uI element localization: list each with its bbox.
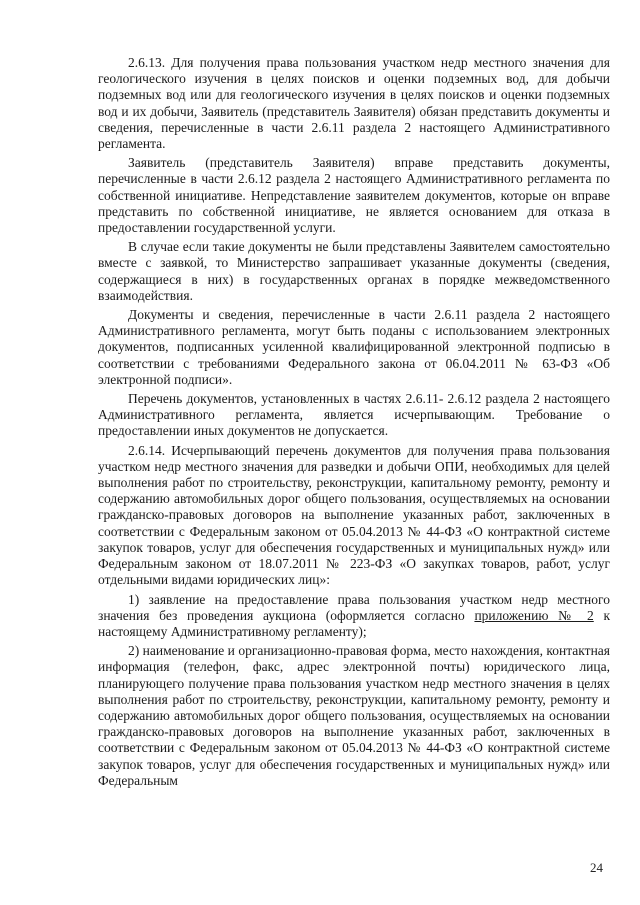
appendix-2-link[interactable]: приложению № 2 <box>474 607 594 623</box>
list-item-1 <box>98 592 610 641</box>
paragraph-ministry-request: В случае если такие документы не были представлены Заявителем самостоятельно вместе с заявкой, то Министерство запрашивает указанные документы (сведения, содержащиеся в них) в государственных органах в порядке межведомственного взаимодействия. <box>98 239 610 303</box>
list-item-2: 2) наименование и организационно-правовая форма, место нахождения, контактная информация (телефон, факс, адрес электронной почты) юридического лица, планирующего получение права пользования участком недр местного значения в целях выполнения работ по строительству, реконструкции, капитальному ремонту, ремонту и содержанию автомобильных дорог общего пользования, осуществляемых на основании гражданско-правовых договоров на выполнение указанных работ, заключенных в соответствии с Федеральным законом от 05.04.2013 № 44-ФЗ «О контрактной системе закупок товаров, услуг для обеспечения государственных и муниципальных нужд» или Федеральным <box>98 643 610 788</box>
paragraph-2-6-13: 2.6.13. Для получения права пользования участком недр местного значения для геологического изучения в целях поисков и оценки подземных вод, для добычи подземных вод или для геологического изучения в целях поисков и оценки подземных вод и их добычи, Заявитель (представитель Заявителя) обязан представить документы и сведения, перечисленные в части 2.6.11 раздела 2 настоящего Административного регламента. <box>98 55 610 152</box>
document-body <box>98 55 610 792</box>
paragraph-electronic-documents: Документы и сведения, перечисленные в части 2.6.11 раздела 2 настоящего Административного регламента, могут быть поданы с использованием электронных документов, подписанных усиленной квалифицированной электронной подписью в соответствии с требованиями Федерального закона от 06.04.2011 № 63-ФЗ «Об электронной подписи». <box>98 307 610 387</box>
list-item-1-text-end: к настоящему Административному регламенту); <box>98 607 611 639</box>
paragraph-applicant-right: Заявитель (представитель Заявителя) вправе представить документы, перечисленные в части 2.6.12 раздела 2 настоящего Административного регламента по собственной инициативе. Непредставление заявителем документов, которые он вправе представить по собственной инициативе, не является основанием для отказа в предоставлении государственной услуги. <box>98 155 610 236</box>
paragraph-exhaustive-list: Перечень документов, установленных в частях 2.6.11- 2.6.12 раздела 2 настоящего Административного регламента, является исчерпывающим. Требование о предоставлении иных документов не допускается. <box>98 391 610 439</box>
page-number: 24 <box>590 860 603 875</box>
list-item-1-text-start: 1) заявление на предоставление права пользования участком недр местного значения без проведения аукциона (оформляется согласно <box>98 591 610 623</box>
paragraph-2-6-14: 2.6.14. Исчерпывающий перечень документов для получения права пользования участком недр местного значения для разведки и добычи ОПИ, необходимых для целей выполнения работ по строительству, реконструкции, капитальному ремонту, ремонту и содержанию автомобильных дорог общего пользования, осуществляемых на основании гражданско-правовых договоров на выполнение указанных работ, заключенных в соответствии с Федеральным законом от 05.04.2013 № 44-ФЗ «О контрактной системе закупок товаров, услуг для обеспечения государственных и муниципальных нужд» или Федеральным законом от 18.07.2011 № 223-ФЗ «О закупках товаров, работ, услуг отдельными видами юридических лиц»: <box>98 442 610 588</box>
